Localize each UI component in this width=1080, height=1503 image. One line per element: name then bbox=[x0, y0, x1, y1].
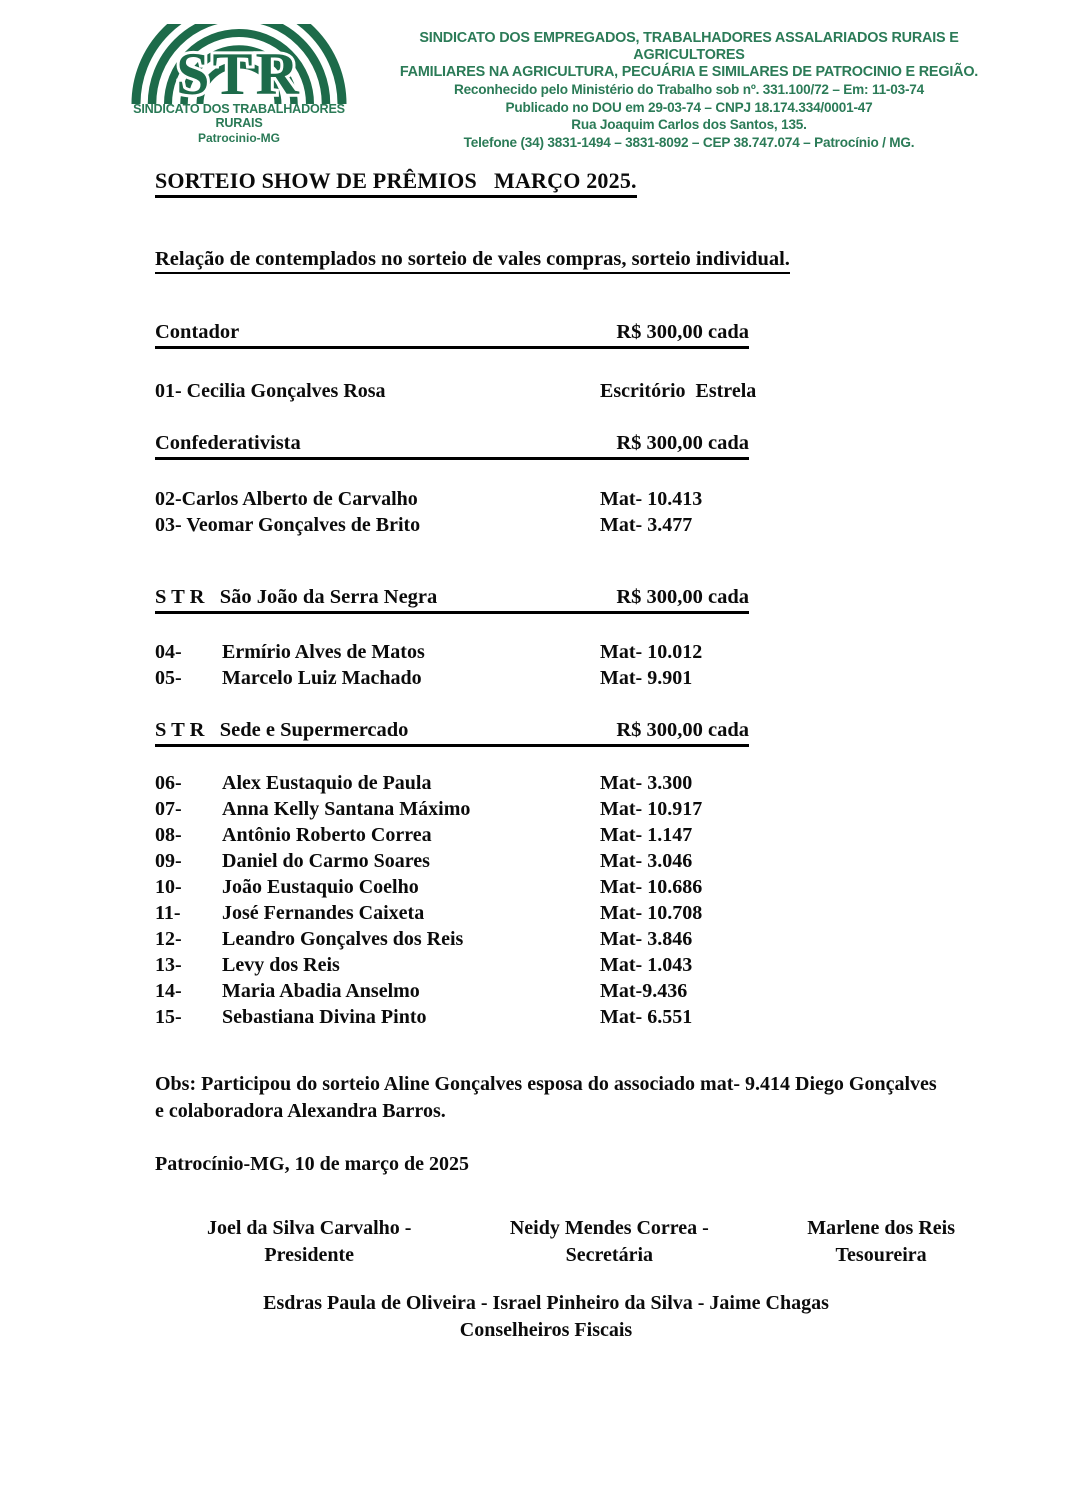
section-heading: Confederativista bbox=[155, 432, 301, 454]
signature-secretary bbox=[510, 1215, 709, 1269]
winner-row bbox=[155, 926, 945, 952]
section-prize: R$ 300,00 cada bbox=[616, 321, 749, 343]
winner-name: José Fernandes Caixeta bbox=[222, 902, 425, 924]
logo-city: Patrocinio-MG bbox=[197, 131, 280, 145]
winner-number: 13- bbox=[155, 954, 182, 976]
section-rows-str-sao-joao bbox=[155, 639, 945, 691]
winner-number: 07- bbox=[155, 798, 182, 820]
winner-number: 11- bbox=[155, 902, 181, 924]
winner-name: Marcelo Luiz Machado bbox=[222, 667, 422, 689]
winner-name: Leandro Gonçalves dos Reis bbox=[222, 928, 464, 950]
winner-detail: Mat- 3.300 bbox=[600, 772, 693, 794]
document-title: SORTEIO SHOW DE PRÊMIOS MARÇO 2025. bbox=[155, 168, 637, 198]
section-heading: S T R Sede e Supermercado bbox=[155, 719, 409, 741]
signature-name: Marlene dos Reis bbox=[807, 1217, 955, 1239]
section-header-confederativista bbox=[155, 432, 749, 460]
winner-name: João Eustaquio Coelho bbox=[222, 876, 419, 898]
winner-number: 06- bbox=[155, 772, 182, 794]
winner-name: Alex Eustaquio de Paula bbox=[222, 772, 432, 794]
winner-number: 14- bbox=[155, 980, 182, 1002]
winner-name: Levy dos Reis bbox=[222, 954, 340, 976]
winner-detail: Mat- 9.901 bbox=[600, 667, 693, 689]
winner-number: 08- bbox=[155, 824, 182, 846]
winner-row bbox=[155, 900, 945, 926]
winner-row bbox=[155, 952, 945, 978]
letterhead-line-1: SINDICATO DOS EMPREGADOS, TRABALHADORES ASSALARIADOS RURAIS E AGRICULTORES bbox=[419, 30, 962, 63]
section-rows-confederativista bbox=[155, 486, 945, 538]
section-header-str-sede bbox=[155, 719, 749, 747]
svg-text:STR: STR bbox=[176, 41, 302, 104]
signature-name: Joel da Silva Carvalho - bbox=[207, 1217, 412, 1239]
signature-treasurer bbox=[807, 1215, 955, 1269]
signature-role: Presidente bbox=[264, 1244, 355, 1266]
winner-row bbox=[155, 512, 945, 538]
winner-detail: Mat- 1.043 bbox=[600, 954, 693, 976]
section-rows-str-sede bbox=[155, 770, 945, 1030]
signature-role: Tesoureira bbox=[835, 1244, 927, 1266]
winner-name: Sebastiana Divina Pinto bbox=[222, 1006, 427, 1028]
section-prize: R$ 300,00 cada bbox=[611, 586, 749, 608]
winner-name: Anna Kelly Santana Máximo bbox=[222, 798, 471, 820]
winner-row bbox=[155, 848, 945, 874]
winner-name: Cecilia Gonçalves Rosa bbox=[186, 380, 386, 402]
winner-number: 12- bbox=[155, 928, 182, 950]
council-names: Esdras Paula de Oliveira - Israel Pinheiro da Silva - Jaime Chagas bbox=[263, 1292, 829, 1314]
winner-number: 15- bbox=[155, 1006, 182, 1028]
winner-detail: Mat- 3.846 bbox=[600, 928, 693, 950]
signature-role: Secretária bbox=[565, 1244, 654, 1266]
fiscal-council-block bbox=[155, 1290, 937, 1344]
section-heading: Contador bbox=[155, 321, 240, 343]
winner-detail: Mat- 3.477 bbox=[600, 514, 693, 536]
logo-union-name: SINDICATO DOS TRABALHADORES RURAIS bbox=[133, 102, 349, 130]
winner-detail: Mat- 6.551 bbox=[600, 1006, 693, 1028]
section-rows-contador bbox=[155, 378, 945, 404]
winner-detail: Mat- 1.147 bbox=[600, 824, 693, 846]
winner-row bbox=[155, 639, 945, 665]
winner-detail: Mat- 10.413 bbox=[600, 488, 703, 510]
winner-name: Veomar Gonçalves de Brito bbox=[186, 514, 421, 536]
letterhead-line-5: Rua Joaquim Carlos dos Santos, 135. bbox=[571, 117, 807, 132]
winner-name: Daniel do Carmo Soares bbox=[222, 850, 430, 872]
section-header-contador bbox=[155, 321, 749, 349]
letterhead-line-4: Publicado no DOU em 29-03-74 – CNPJ 18.174.334/0001-47 bbox=[505, 99, 873, 115]
letterhead bbox=[0, 0, 1080, 151]
council-role: Conselheiros Fiscais bbox=[459, 1319, 633, 1341]
observation-note: Obs: Participou do sorteio Aline Gonçalves esposa do associado mat- 9.414 Diego Gonçalves e colaboradora Alexandra Barros. bbox=[155, 1073, 942, 1122]
document-body bbox=[0, 151, 1080, 1344]
winner-number: 01- bbox=[155, 380, 187, 402]
winner-row bbox=[155, 378, 945, 404]
letterhead-line-2: FAMILIARES NA AGRICULTURA, PECUÁRIA E SIMILARES DE PATROCINIO E REGIÃO. bbox=[399, 64, 979, 80]
winner-row bbox=[155, 1004, 945, 1030]
winner-row bbox=[155, 796, 945, 822]
letterhead-line-3: Reconhecido pelo Ministério do Trabalho sob nº. 331.100/72 – Em: 11-03-74 bbox=[453, 82, 925, 97]
letterhead-line-6: Telefone (34) 3831-1494 – 3831-8092 – CEP 38.747.074 – Patrocínio / MG. bbox=[463, 134, 915, 150]
winner-number: 09- bbox=[155, 850, 182, 872]
winner-detail: Mat- 10.708 bbox=[600, 902, 703, 924]
winner-name: Carlos Alberto de Carvalho bbox=[181, 488, 418, 510]
section-prize: R$ 300,00 cada bbox=[616, 432, 749, 454]
winner-number: 10- bbox=[155, 876, 182, 898]
signature-name: Neidy Mendes Correa - bbox=[509, 1217, 709, 1239]
winner-number: 04- bbox=[155, 641, 182, 663]
winner-detail: Mat- 10.686 bbox=[600, 876, 703, 898]
winner-detail: Mat- 10.012 bbox=[600, 641, 703, 663]
section-header-str-sao-joao bbox=[155, 586, 749, 614]
winner-name: Antônio Roberto Correa bbox=[222, 824, 432, 846]
winner-name: Ermírio Alves de Matos bbox=[222, 641, 425, 663]
union-logo bbox=[110, 24, 368, 145]
winner-detail: Escritório Estrela bbox=[600, 380, 757, 402]
winner-detail: Mat- 3.046 bbox=[600, 850, 693, 872]
signature-president bbox=[207, 1215, 411, 1269]
dateline: Patrocínio-MG, 10 de março de 2025 bbox=[155, 1153, 470, 1175]
winner-row bbox=[155, 486, 945, 512]
str-logo-icon bbox=[114, 24, 364, 104]
winner-number: 02- bbox=[155, 488, 182, 510]
winner-number: 05- bbox=[155, 667, 182, 689]
winner-number: 03- bbox=[155, 514, 187, 536]
section-heading: S T R São João da Serra Negra bbox=[155, 586, 438, 608]
document-subtitle: Relação de contemplados no sorteio de vales compras, sorteio individual. bbox=[155, 248, 790, 274]
letterhead-text bbox=[368, 30, 1010, 151]
section-prize: R$ 300,00 cada bbox=[616, 719, 749, 741]
winner-detail: Mat-9.436 bbox=[600, 980, 688, 1002]
winner-detail: Mat- 10.917 bbox=[600, 798, 703, 820]
winner-name: Maria Abadia Anselmo bbox=[222, 980, 420, 1002]
winner-row bbox=[155, 665, 945, 691]
winner-row bbox=[155, 770, 945, 796]
winner-row bbox=[155, 978, 945, 1004]
winner-row bbox=[155, 822, 945, 848]
signature-block bbox=[207, 1215, 955, 1269]
winner-row bbox=[155, 874, 945, 900]
